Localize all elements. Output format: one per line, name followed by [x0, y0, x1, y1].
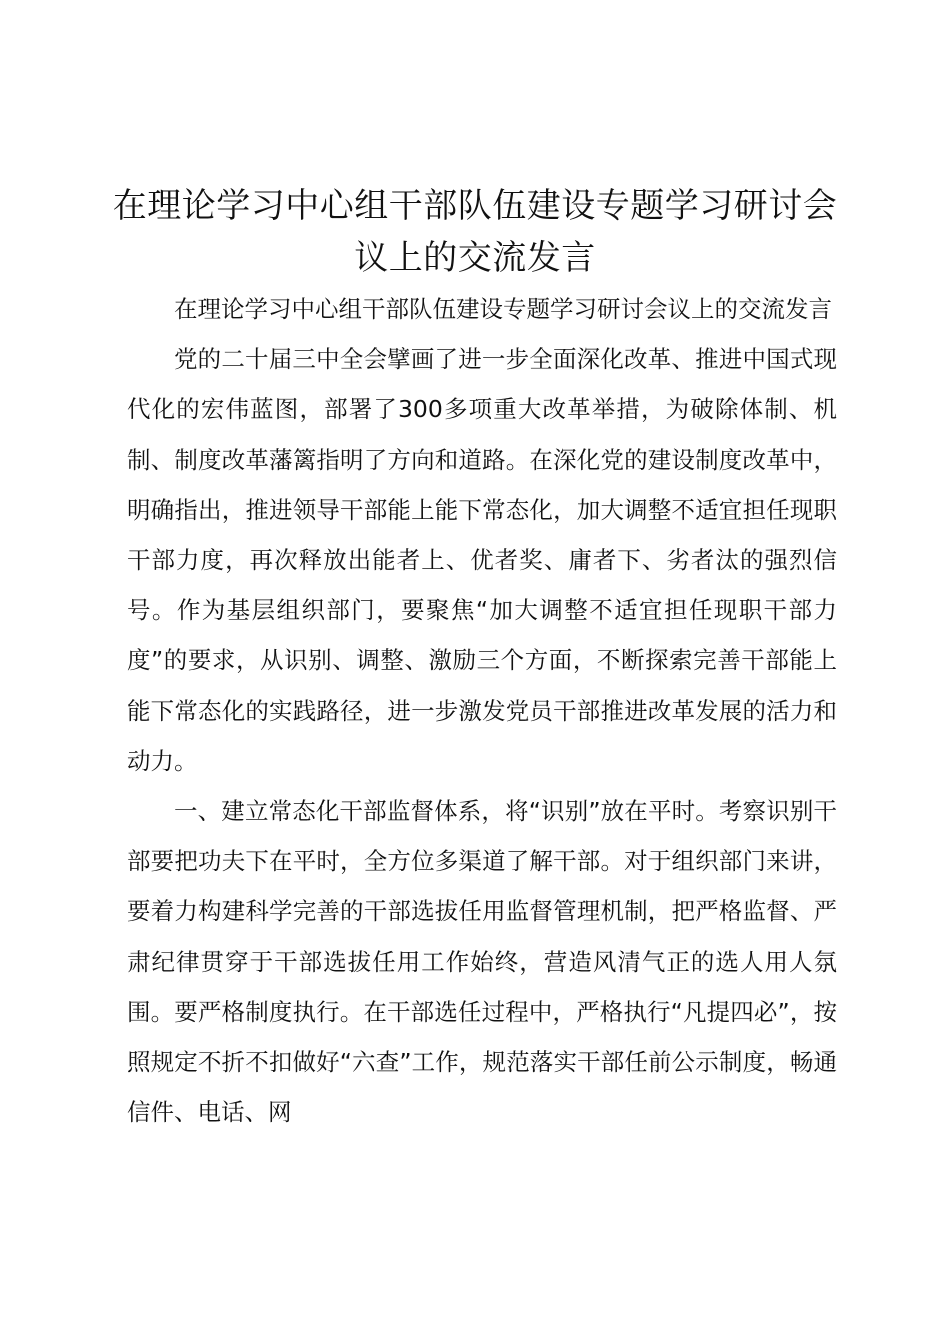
document-title: 在理论学习中心组干部队伍建设专题学习研讨会议上的交流发言 — [112, 186, 838, 278]
paragraph-subtitle: 在理论学习中心组干部队伍建设专题学习研讨会议上的交流发言 — [174, 295, 832, 323]
paragraph-intro: 党的二十届三中全会擘画了进一步全面深化改革、推进中国式现代化的宏伟蓝图，部署了300多项重大改革举措，为破除体制、机制、制度改革藩篱指明了方向和道路。在深化党的建设制度改革中，明确指出，推进领导干部能上能下常态化，加大调整不适宜担任现职干部力度，再次释放出能者上、优者奖、庸者下、劣者汰的强烈信号。作为基层组织部门，要聚焦“加大调整不适宜担任现职干部力度”的要求，从识别、调整、激励三个方面，不断探索完善干部能上能下常态化的实践路径，进一步激发党员干部推进改革发展的活力和动力。 — [127, 345, 837, 775]
paragraph-section-one: 一、建立常态化干部监督体系，将“识别”放在平时。考察识别干部要把功夫下在平时，全方位多渠道了解干部。对于组织部门来讲，要着力构建科学完善的干部选拔任用监督管理机制，把严格监督、严肃纪律贯穿于干部选拔任用工作始终，营造风清气正的选人用人氛围。要严格制度执行。在干部选任过程中，严格执行“凡提四必”，按照规定不折不扣做好“六查”工作，规范落实干部任前公示制度，畅通信件、电话、网 — [127, 797, 837, 1127]
document-body — [127, 284, 837, 1137]
